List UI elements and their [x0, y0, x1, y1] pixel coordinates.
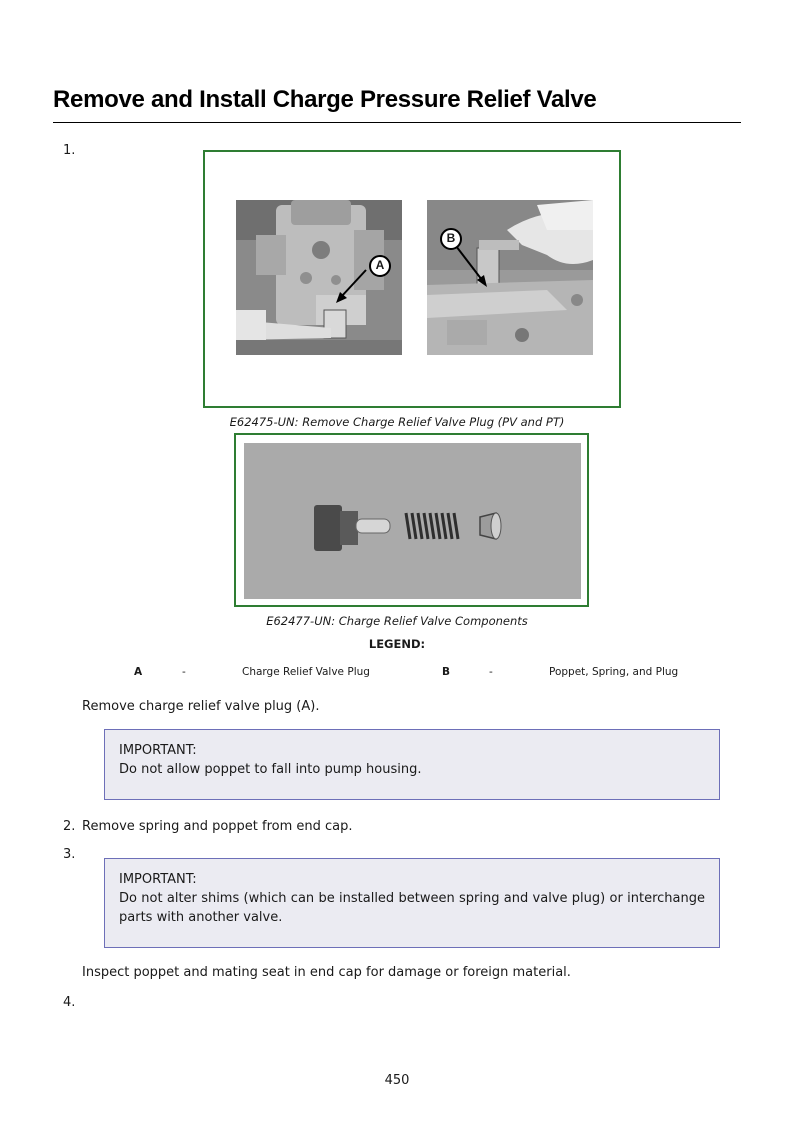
pump-photo-right: [427, 200, 593, 355]
important-note-1-label: IMPORTANT:: [119, 743, 197, 758]
step-4-number: 4.: [63, 995, 76, 1010]
legend-text-a: Charge Relief Valve Plug: [242, 666, 370, 678]
figure-1-caption: E62475-UN: Remove Charge Relief Valve Plug (PV and PT): [229, 415, 565, 429]
callout-b-label: B: [446, 231, 456, 245]
figure-2-caption: E62477-UN: Charge Relief Valve Components: [266, 614, 528, 628]
step-2-number: 2.: [63, 819, 76, 834]
components-photo-image: [244, 443, 581, 599]
legend-dash-a: -: [182, 666, 186, 678]
components-photo: [244, 443, 581, 599]
figure-1-frame: [203, 150, 621, 408]
step-2-text: Remove spring and poppet from end cap.: [82, 819, 353, 834]
important-note-1-text: Do not allow poppet to fall into pump housing.: [119, 762, 422, 777]
important-note-2-label: IMPORTANT:: [119, 872, 197, 887]
legend-key-a: A: [134, 666, 143, 678]
figure-2-frame: [234, 433, 589, 607]
legend-key-b: B: [442, 666, 451, 678]
legend-text-b: Poppet, Spring, and Plug: [549, 666, 679, 678]
callout-a-label: A: [375, 258, 385, 272]
page-title: Remove and Install Charge Pressure Relief Valve: [53, 86, 597, 113]
title-divider: [53, 122, 741, 123]
step-1-number: 1.: [63, 143, 76, 158]
callout-a-arrow: [236, 200, 402, 355]
callout-b-arrow: [427, 200, 593, 355]
pump-photo-left: [236, 200, 402, 355]
remove-plug-instruction: Remove charge relief valve plug (A).: [82, 699, 320, 714]
legend-title: LEGEND:: [368, 637, 426, 651]
important-note-1: [104, 729, 720, 800]
step-3-number: 3.: [63, 847, 76, 862]
inspect-instruction: Inspect poppet and mating seat in end cap for damage or foreign material.: [82, 965, 571, 980]
page-number: 450: [384, 1073, 410, 1088]
important-note-2-text: Do not alter shims (which can be installed between spring and valve plug) or interchange parts with another valve.: [119, 891, 705, 925]
legend-dash-b: -: [489, 666, 493, 678]
important-note-2: [104, 858, 720, 948]
